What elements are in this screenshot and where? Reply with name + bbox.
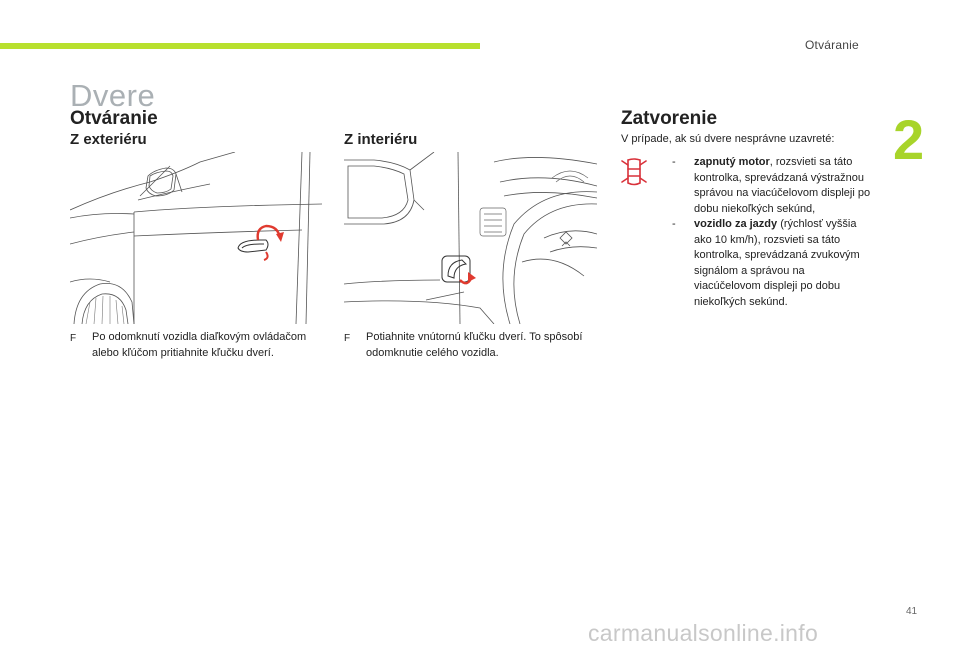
list-item xyxy=(672,217,872,310)
opening-heading: Otváranie xyxy=(70,108,158,129)
chapter-name: Otváranie xyxy=(805,38,859,52)
list-dash: - xyxy=(672,156,676,168)
exterior-instruction-text: Po odomknutí vozidla diaľkovým ovládačom alebo kľúčom pritiahnite kľučku dverí. xyxy=(92,331,307,359)
exterior-heading: Z exteriéru xyxy=(70,131,147,148)
condition-driving-text: (rýchlosť vyššia ako 10 km/h), rozsvieti sa táto kontrolka, sprevádzaná zvukovým signálom a správou na viacúčelovom displeji po dobu niekoľkých sekúnd. xyxy=(694,218,860,308)
list-dash: - xyxy=(672,218,676,230)
chapter-number: 2 xyxy=(893,108,925,171)
closing-intro: V prípade, ak sú dvere nesprávne uzavreté: xyxy=(621,133,835,145)
condition-engine-on: zapnutý motor xyxy=(694,156,770,168)
list-item xyxy=(672,155,872,217)
condition-driving: vozidlo za jazdy xyxy=(694,218,778,230)
exterior-instruction xyxy=(70,330,325,361)
closing-heading: Zatvorenie xyxy=(621,108,718,129)
interior-heading: Z interiéru xyxy=(344,131,418,148)
page-title: Dvere xyxy=(70,78,156,113)
page-number: 41 xyxy=(906,606,918,617)
closing-conditions-list xyxy=(672,155,872,310)
bullet-arrow-icon: F xyxy=(344,333,351,344)
exterior-door-illustration xyxy=(70,152,322,324)
door-open-warning-icon xyxy=(617,156,651,190)
bullet-arrow-icon: F xyxy=(70,333,77,344)
chapter-accent-bar xyxy=(0,43,480,49)
list-item-text xyxy=(694,217,872,310)
interior-door-illustration xyxy=(344,152,597,324)
interior-instruction xyxy=(344,330,584,361)
list-item-text xyxy=(694,155,872,217)
interior-instruction-text: Potiahnite vnútornú kľučku dverí. To spôsobí odomknutie celého vozidla. xyxy=(366,331,583,359)
watermark: carmanualsonline.info xyxy=(588,620,819,646)
condition-engine-on-text: , rozsvieti sa táto kontrolka, sprevádzaná výstražnou správou na viacúčelovom displeji po dobu niekoľkých sekúnd, xyxy=(694,156,871,215)
